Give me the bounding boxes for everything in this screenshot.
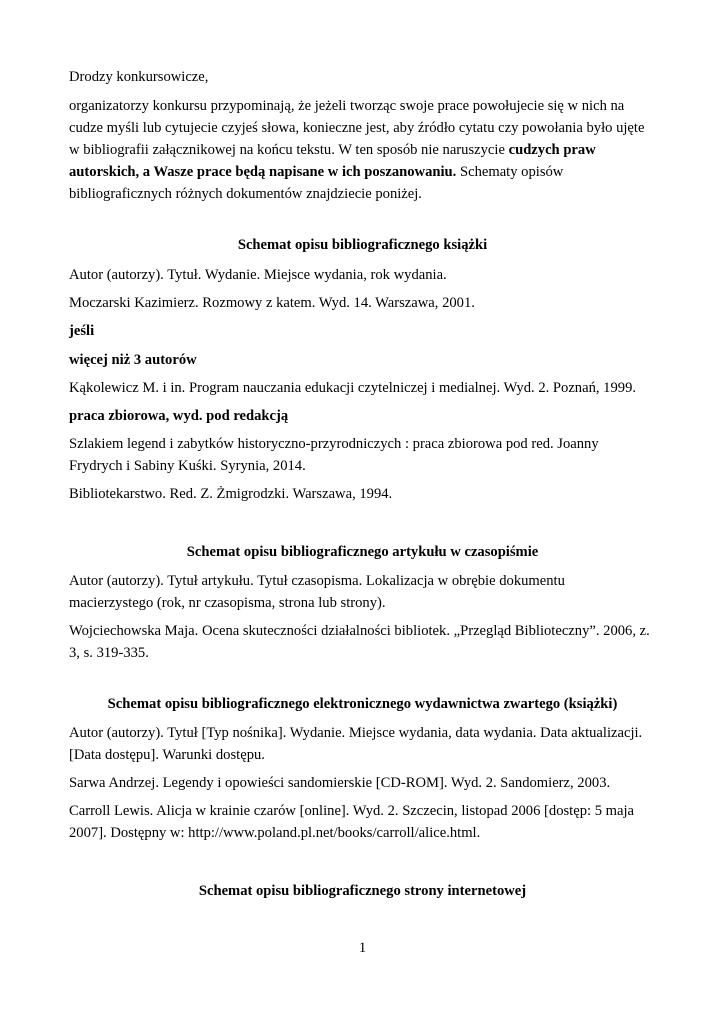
electronic-example-2-line-2: 2007]. Dostępny w: http://www.poland.pl.net/books/carroll/alice.html. (69, 825, 481, 841)
electronic-schema-line-2: [Data dostępu]. Warunki dostępu. (69, 747, 265, 763)
article-example-line-1: Wojciechowska Maja. Ocena skuteczności działalności bibliotek. „Przegląd Biblioteczny”. 2006, z. (69, 623, 650, 639)
more-authors-example: Kąkolewicz M. i in. Program nauczania edukacji czytelniczej i medialnej. Wyd. 2. Poznań, 1999. (69, 380, 637, 396)
book-schema: Autor (autorzy). Tytuł. Wydanie. Miejsce wydania, rok wydania. (69, 267, 447, 283)
collective-example-2: Bibliotekarstwo. Red. Z. Żmigrodzki. Warszawa, 1994. (69, 486, 393, 502)
electronic-example-2-line-1: Carroll Lewis. Alicja w krainie czarów [online]. Wyd. 2. Szczecin, listopad 2006 [dostęp: 5 maja (69, 803, 635, 819)
intro-line-1: organizatorzy konkursu przypominają, że jeżeli tworząc swoje prace powołujecie się w nich na (69, 98, 625, 114)
article-example-line-2: 3, s. 319-335. (69, 645, 149, 661)
article-schema-line-1: Autor (autorzy). Tytuł artykułu. Tytuł czasopisma. Lokalizacja w obrębie dokumentu (69, 573, 565, 589)
intro-line-5: bibliograficznych różnych dokumentów znajdziecie poniżej. (69, 186, 422, 202)
page-number: 1 (358, 940, 367, 956)
collective-example-line-2: Frydrych i Sabiny Kuśki. Syrynia, 2014. (69, 458, 306, 474)
collective-label: praca zbiorowa, wyd. pod redakcją (69, 408, 289, 424)
intro-line-3-text: w bibliografii załącznikowej na końcu tekstu. W ten sposób nie naruszycie (69, 142, 509, 158)
intro-line-4 (69, 161, 669, 183)
electronic-example-1: Sarwa Andrzej. Legendy i opowieści sandomierskie [CD-ROM]. Wyd. 2. Sandomierz, 2003. (69, 775, 611, 791)
website-heading: Schemat opisu bibliograficznego strony internetowej (198, 883, 527, 899)
electronic-heading: Schemat opisu bibliograficznego elektronicznego wydawnictwa zwartego (książki) (107, 696, 618, 712)
collective-example-line-1: Szlakiem legend i zabytków historyczno-przyrodniczych : praca zbiorowa pod red. Joanny (69, 436, 599, 452)
more-authors-label: więcej niż 3 autorów (69, 352, 197, 368)
greeting: Drodzy konkursowicze, (69, 69, 209, 85)
intro-line-3 (69, 139, 669, 161)
intro-line-2: cudze myśli lub cytujecie czyjeś słowa, konieczne jest, aby źródło cytatu czy powołania było ujęte (69, 120, 645, 136)
article-heading: Schemat opisu bibliograficznego artykułu w czasopiśmie (186, 544, 539, 560)
electronic-schema-line-1: Autor (autorzy). Tytuł [Typ nośnika]. Wydanie. Miejsce wydania, data wydania. Data aktualizacji. (69, 725, 643, 741)
book-heading: Schemat opisu bibliograficznego książki (237, 237, 488, 253)
intro-line-3-bold: cudzych praw (508, 142, 596, 158)
intro-line-4-text: Schematy opisów (456, 164, 564, 180)
book-example: Moczarski Kazimierz. Rozmowy z katem. Wyd. 14. Warszawa, 2001. (69, 295, 475, 311)
intro-line-4-bold: autorskich, a Wasze prace będą napisane w ich poszanowaniu. (69, 164, 457, 180)
article-schema-line-2: macierzystego (rok, nr czasopisma, strona lub strony). (69, 595, 386, 611)
if-label: jeśli (69, 323, 95, 339)
